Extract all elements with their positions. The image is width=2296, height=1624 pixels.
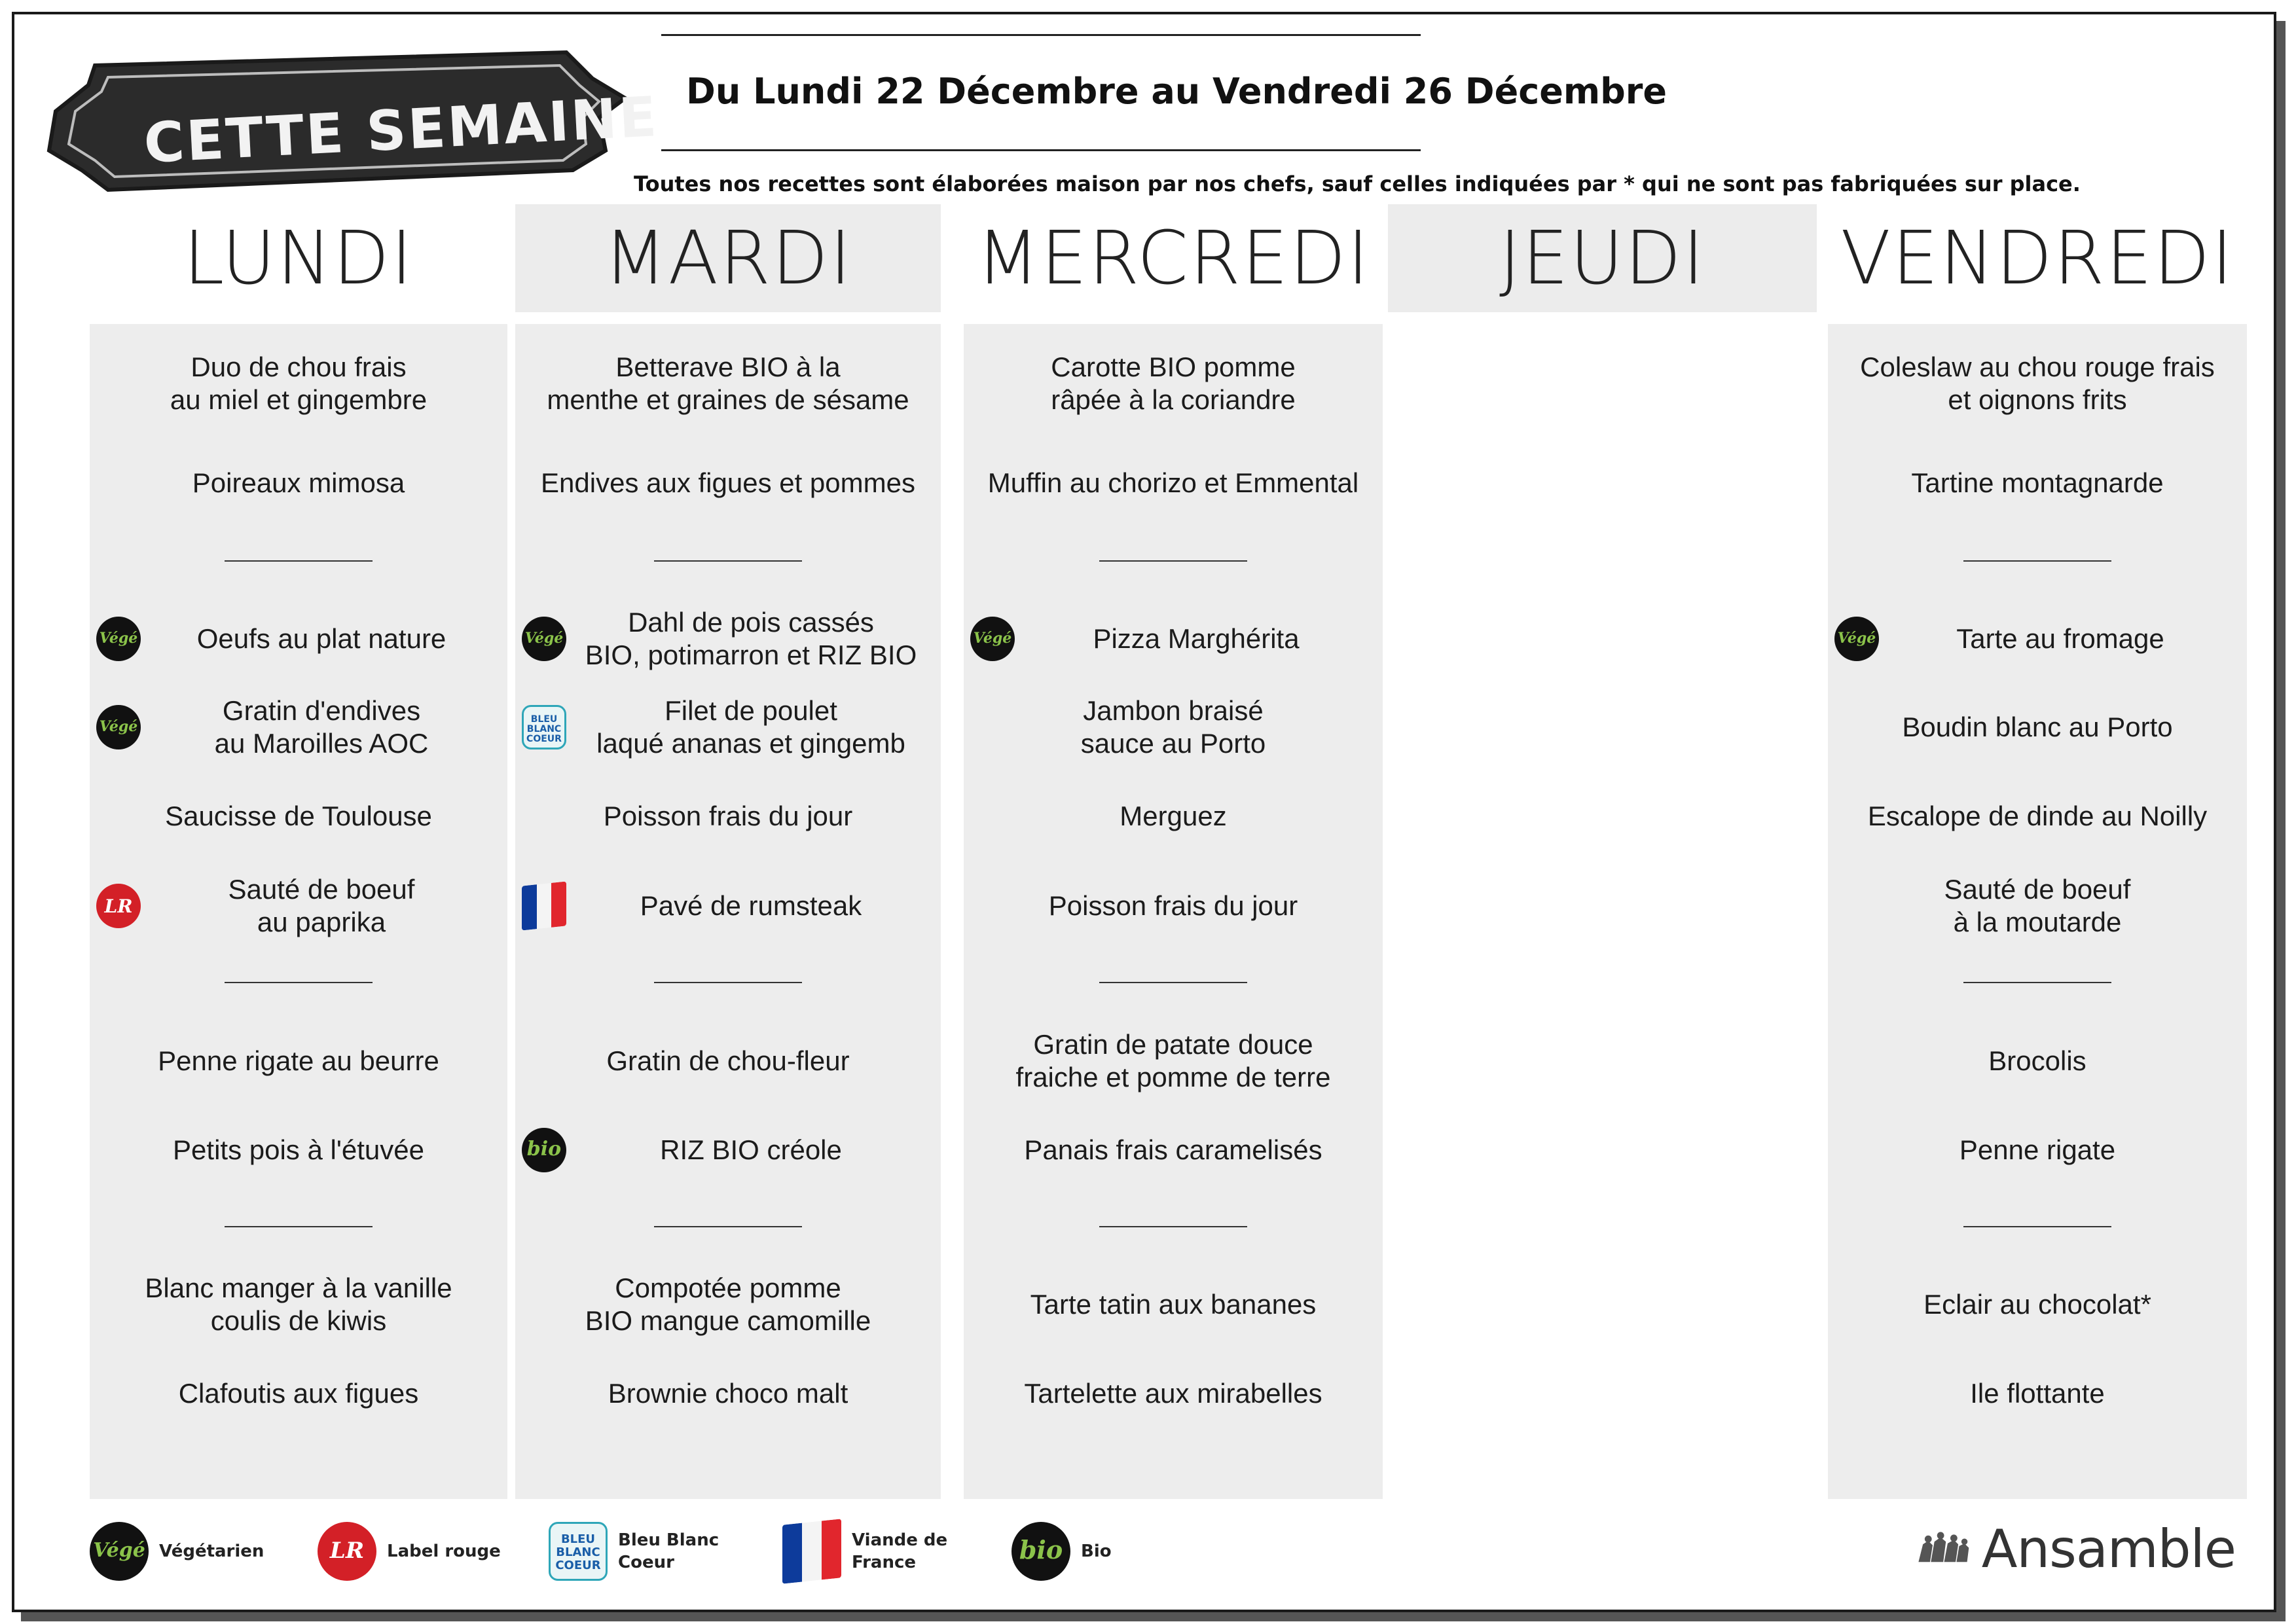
- day-column-jeudi: [1388, 324, 1817, 1499]
- day-column-mardi: [515, 324, 941, 1499]
- menu-item: Gratin de chou-fleur: [606, 1045, 850, 1076]
- menu-item: Ile flottante: [1970, 1378, 2105, 1409]
- vege-icon: [1834, 617, 1879, 661]
- chef-group-icon: [1915, 1523, 1973, 1575]
- bleu-blanc-coeur-icon: [522, 705, 566, 749]
- menu-item: Endives aux figues et pommes: [541, 467, 915, 498]
- day-header-lundi: LUNDI: [183, 215, 414, 301]
- vege-icon: [970, 617, 1015, 661]
- menu-item: Coleslaw au chou rouge frais et oignons frits: [1860, 352, 2215, 415]
- vege-icon-text: Végé: [1837, 630, 1876, 647]
- vege-icon-text: Végé: [973, 630, 1012, 647]
- day-header-mercredi: MERCREDI: [976, 215, 1370, 301]
- day-column-lundi: [90, 324, 507, 1499]
- vege-icon-text: Végé: [99, 718, 138, 735]
- legend-label: Viande de France: [852, 1530, 948, 1572]
- vege-icon-text: Végé: [524, 630, 564, 647]
- menu-item: Carotte BIO pomme râpée à la coriandre: [1051, 352, 1296, 415]
- legend-label: Végétarien: [159, 1542, 264, 1561]
- label-rouge-icon-text: LR: [104, 895, 133, 917]
- section-separator: [1963, 982, 2111, 983]
- section-separator: [654, 560, 802, 562]
- vege-icon: [96, 617, 141, 661]
- vege-icon: [90, 1522, 149, 1581]
- menu-item: Pizza Marghérita: [1093, 623, 1300, 654]
- menu-item: Poireaux mimosa: [192, 467, 405, 498]
- menu-item: Compotée pomme BIO mangue camomille: [585, 1272, 871, 1336]
- bleu-blanc-coeur-icon-text: BLEU BLANC COEUR: [526, 714, 562, 744]
- menu-item: Sauté de boeuf au paprika: [228, 874, 415, 937]
- menu-item: Tartelette aux mirabelles: [1024, 1378, 1322, 1409]
- section-separator: [1963, 560, 2111, 562]
- legend-item: [318, 1519, 501, 1584]
- menu-item: Merguez: [1120, 801, 1227, 831]
- bottom-rule: [661, 149, 1421, 151]
- bio-icon: [1011, 1522, 1070, 1581]
- bio-icon: [522, 1128, 566, 1172]
- menu-item: Gratin d'endives au Maroilles AOC: [214, 695, 429, 759]
- legend-icon-wrap: [782, 1522, 841, 1581]
- legend-item: [782, 1519, 947, 1584]
- menu-item: Pavé de rumsteak: [640, 890, 862, 921]
- bleu-blanc-coeur-icon: [549, 1522, 608, 1581]
- legend-icon-wrap: [318, 1522, 376, 1581]
- menu-item: Panais frais caramelisés: [1024, 1134, 1322, 1165]
- label-rouge-icon-text: LR: [329, 1538, 365, 1564]
- cette-semaine-badge: [29, 39, 661, 196]
- section-separator: [1963, 1226, 2111, 1227]
- legend-icon-wrap: [90, 1522, 149, 1581]
- legend-label: Bio: [1081, 1542, 1112, 1561]
- vege-icon: [96, 705, 141, 749]
- menu-item: Brownie choco malt: [608, 1378, 848, 1409]
- menu-item: Petits pois à l'étuvée: [173, 1134, 424, 1165]
- menu-item: Sauté de boeuf à la moutarde: [1944, 874, 2131, 937]
- vege-icon: [522, 617, 566, 661]
- menu-item: Clafoutis aux figues: [178, 1378, 419, 1409]
- menu-item: Poisson frais du jour: [1048, 890, 1298, 921]
- brand-logo: [1915, 1516, 2236, 1581]
- menu-item: Tartine montagnarde: [1911, 467, 2164, 498]
- menu-item: RIZ BIO créole: [660, 1134, 842, 1165]
- legend-icon-wrap: [1011, 1522, 1070, 1581]
- menu-item: Saucisse de Toulouse: [165, 801, 432, 831]
- menu-item: Boudin blanc au Porto: [1902, 712, 2173, 742]
- menu-item: Escalope de dinde au Noilly: [1867, 801, 2208, 831]
- legend-item: [1011, 1519, 1112, 1584]
- day-header-mardi: MARDI: [515, 204, 941, 312]
- legend-icon-wrap: [549, 1522, 608, 1581]
- legend-label: Label rouge: [387, 1542, 501, 1561]
- bleu-blanc-coeur-icon-text: BLEU BLANC COEUR: [555, 1532, 601, 1572]
- section-separator: [654, 1226, 802, 1227]
- menu-item: Betterave BIO à la menthe et graines de sésame: [547, 352, 909, 415]
- menu-item: Penne rigate: [1959, 1134, 2116, 1165]
- section-separator: [225, 1226, 373, 1227]
- menu-item: Jambon braisé sauce au Porto: [1080, 695, 1266, 759]
- section-separator: [1099, 1226, 1247, 1227]
- menu-item: Filet de poulet laqué ananas et gingemb: [596, 695, 905, 759]
- bio-icon-text: bio: [526, 1138, 562, 1161]
- day-header-vendredi: VENDREDI: [1840, 215, 2234, 301]
- day-column-vendredi: [1828, 324, 2247, 1499]
- date-range: Du Lundi 22 Décembre au Vendredi 26 Décembre: [686, 71, 1667, 112]
- vege-icon-text: Végé: [99, 630, 138, 647]
- french-flag-icon: [782, 1519, 841, 1583]
- menu-item: Dahl de pois cassés BIO, potimarron et RIZ BIO: [585, 607, 917, 670]
- legend-label: Bleu Blanc Coeur: [618, 1530, 720, 1572]
- section-separator: [225, 982, 373, 983]
- day-column-mercredi: [964, 324, 1383, 1499]
- vege-icon-text: Végé: [93, 1539, 145, 1562]
- menu-item: Tarte au fromage: [1956, 623, 2164, 654]
- bio-icon-text: bio: [1019, 1535, 1063, 1564]
- menu-item: Brocolis: [1988, 1045, 2086, 1076]
- menu-item: Eclair au chocolat*: [1923, 1289, 2151, 1320]
- homemade-notice: Toutes nos recettes sont élaborées maison par nos chefs, sauf celles indiquées par * qui ne sont pas fabriquées sur place.: [634, 171, 2081, 196]
- french-flag-icon: [522, 881, 566, 930]
- menu-item: Duo de chou frais au miel et gingembre: [170, 352, 428, 415]
- menu-item: Blanc manger à la vanille coulis de kiwis: [145, 1272, 452, 1336]
- menu-item: Penne rigate au beurre: [158, 1045, 439, 1076]
- label-rouge-icon: [96, 884, 141, 928]
- brand-name: Ansamble: [1981, 1518, 2236, 1579]
- label-rouge-icon: [318, 1522, 376, 1581]
- menu-item: Poisson frais du jour: [603, 801, 853, 831]
- menu-item: Oeufs au plat nature: [196, 623, 446, 654]
- badge-title: CETTE SEMAINE: [142, 84, 661, 175]
- menu-item: Gratin de patate douce fraiche et pomme de terre: [1015, 1029, 1331, 1092]
- section-separator: [654, 982, 802, 983]
- legend-item: [549, 1519, 719, 1584]
- legend-item: [90, 1519, 264, 1584]
- section-separator: [1099, 982, 1247, 983]
- menu-item: Tarte tatin aux bananes: [1030, 1289, 1317, 1320]
- section-separator: [1099, 560, 1247, 562]
- top-rule: [661, 34, 1421, 36]
- menu-item: Muffin au chorizo et Emmental: [987, 467, 1359, 498]
- day-header-jeudi: JEUDI: [1388, 204, 1817, 312]
- section-separator: [225, 560, 373, 562]
